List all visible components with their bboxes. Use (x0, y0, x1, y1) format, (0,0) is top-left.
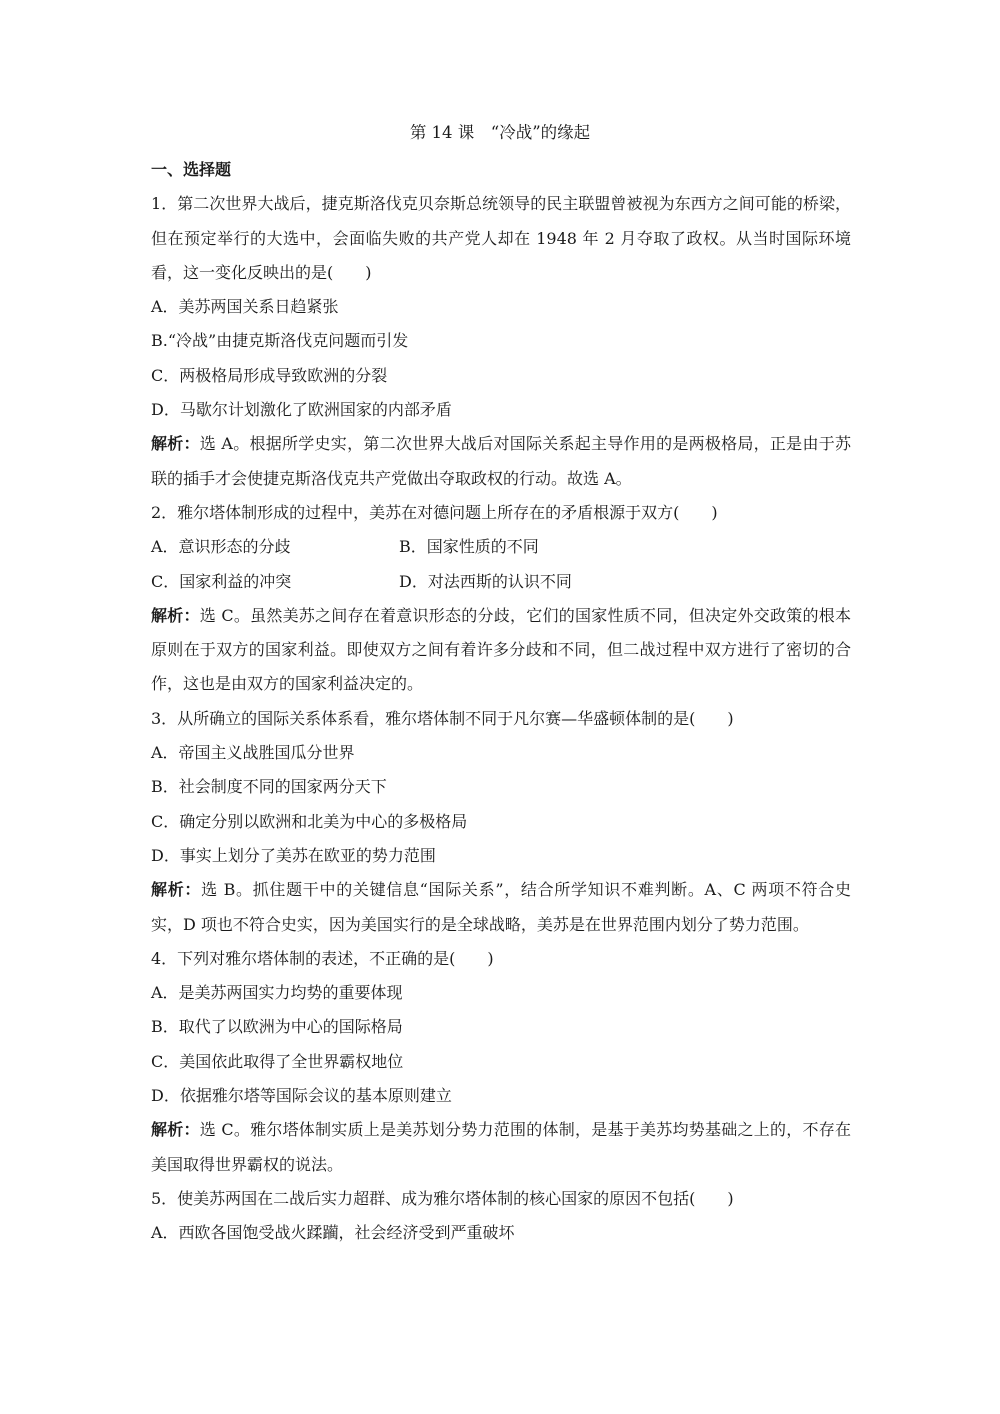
question-2-analysis (151, 599, 851, 702)
question-1-option-d: D．马歇尔计划激化了欧洲国家的内部矛盾 (151, 400, 452, 420)
question-4-stem: 4．下列对雅尔塔体制的表述，不正确的是( ) (151, 948, 494, 968)
analysis-label: 解析： (151, 434, 200, 454)
question-4-option-d: D．依据雅尔塔等国际会议的基本原则建立 (151, 1086, 452, 1106)
question-5-stem: 5．使美苏两国在二战后实力超群、成为雅尔塔体制的核心国家的原因不包括( ) (151, 1188, 734, 1208)
question-2-option-a: A．意识形态的分歧 (151, 537, 291, 557)
analysis-label: 解析： (151, 605, 200, 625)
question-1-option-c: C．两极格局形成导致欧洲的分裂 (151, 365, 388, 385)
question-4-option-b: B．取代了以欧洲为中心的国际格局 (151, 1017, 403, 1037)
question-1-option-b: B.“冷战”由捷克斯洛伐克问题而引发 (151, 331, 409, 351)
question-2-option-d: D．对法西斯的认识不同 (399, 571, 572, 591)
section-heading: 一、选择题 (151, 160, 232, 179)
question-5-option-a: A．西欧各国饱受战火蹂躏，社会经济受到严重破坏 (151, 1223, 515, 1243)
analysis-text: 选 C。虽然美苏之间存在着意识形态的分歧，它们的国家性质不同，但决定外交政策的根本原则在于双方的国家利益。即使双方之间有着许多分歧和不同，但二战过程中双方进行了密切的合作，这也是由双方的国家利益决定的。 (151, 605, 851, 694)
analysis-text: 选 A。根据所学史实，第二次世界大战后对国际关系起主导作用的是两极格局，正是由于苏联的插手才会使捷克斯洛伐克共产党做出夺取政权的行动。故选 A。 (151, 434, 851, 488)
question-2-options-row-2 (151, 565, 851, 599)
lesson-title: 第 14 课 “冷战”的缘起 (409, 123, 591, 142)
question-3-option-d: D．事实上划分了美苏在欧亚的势力范围 (151, 845, 436, 865)
question-4-analysis (151, 1113, 851, 1182)
question-4-option-c: C．美国依此取得了全世界霸权地位 (151, 1051, 404, 1071)
question-4-option-a: A．是美苏两国实力均势的重要体现 (151, 983, 403, 1003)
question-3-analysis (151, 873, 851, 942)
document-body (151, 153, 851, 1251)
question-2-option-c: C．国家利益的冲突 (151, 571, 292, 591)
question-2-stem: 2．雅尔塔体制形成的过程中，美苏在对德问题上所存在的矛盾根源于双方( ) (151, 502, 718, 522)
analysis-text: 选 C。雅尔塔体制实质上是美苏划分势力范围的体制，是基于美苏均势基础之上的，不存在美国取得世界霸权的说法。 (151, 1120, 851, 1174)
question-1-stem: 1．第二次世界大战后，捷克斯洛伐克贝奈斯总统领导的民主联盟曾被视为东西方之间可能的桥梁，但在预定举行的大选中，会面临失败的共产党人却在 1948 年 2 月夺取了政权。从当时国际环境看，这一变化反映出的是( ) (151, 194, 851, 282)
analysis-label: 解析： (151, 1120, 200, 1140)
question-2-options-row-1 (151, 530, 851, 564)
question-1-analysis (151, 427, 851, 496)
analysis-label: 解析： (151, 880, 202, 900)
question-3-option-b: B．社会制度不同的国家两分天下 (151, 777, 387, 797)
question-3-stem: 3．从所确立的国际关系体系看，雅尔塔体制不同于凡尔赛—华盛顿体制的是( ) (151, 708, 734, 728)
question-3-option-c: C．确定分别以欧洲和北美为中心的多极格局 (151, 811, 468, 831)
question-1-option-a: A．美苏两国关系日趋紧张 (151, 297, 339, 317)
analysis-text: 选 B。抓住题干中的关键信息“国际关系”，结合所学知识不难判断。A、C 两项不符合史实，D 项也不符合史实，因为美国实行的是全球战略，美苏是在世界范围内划分了势力范围。 (151, 880, 851, 934)
question-3-option-a: A．帝国主义战胜国瓜分世界 (151, 743, 355, 763)
question-2-option-b: B．国家性质的不同 (399, 537, 539, 557)
